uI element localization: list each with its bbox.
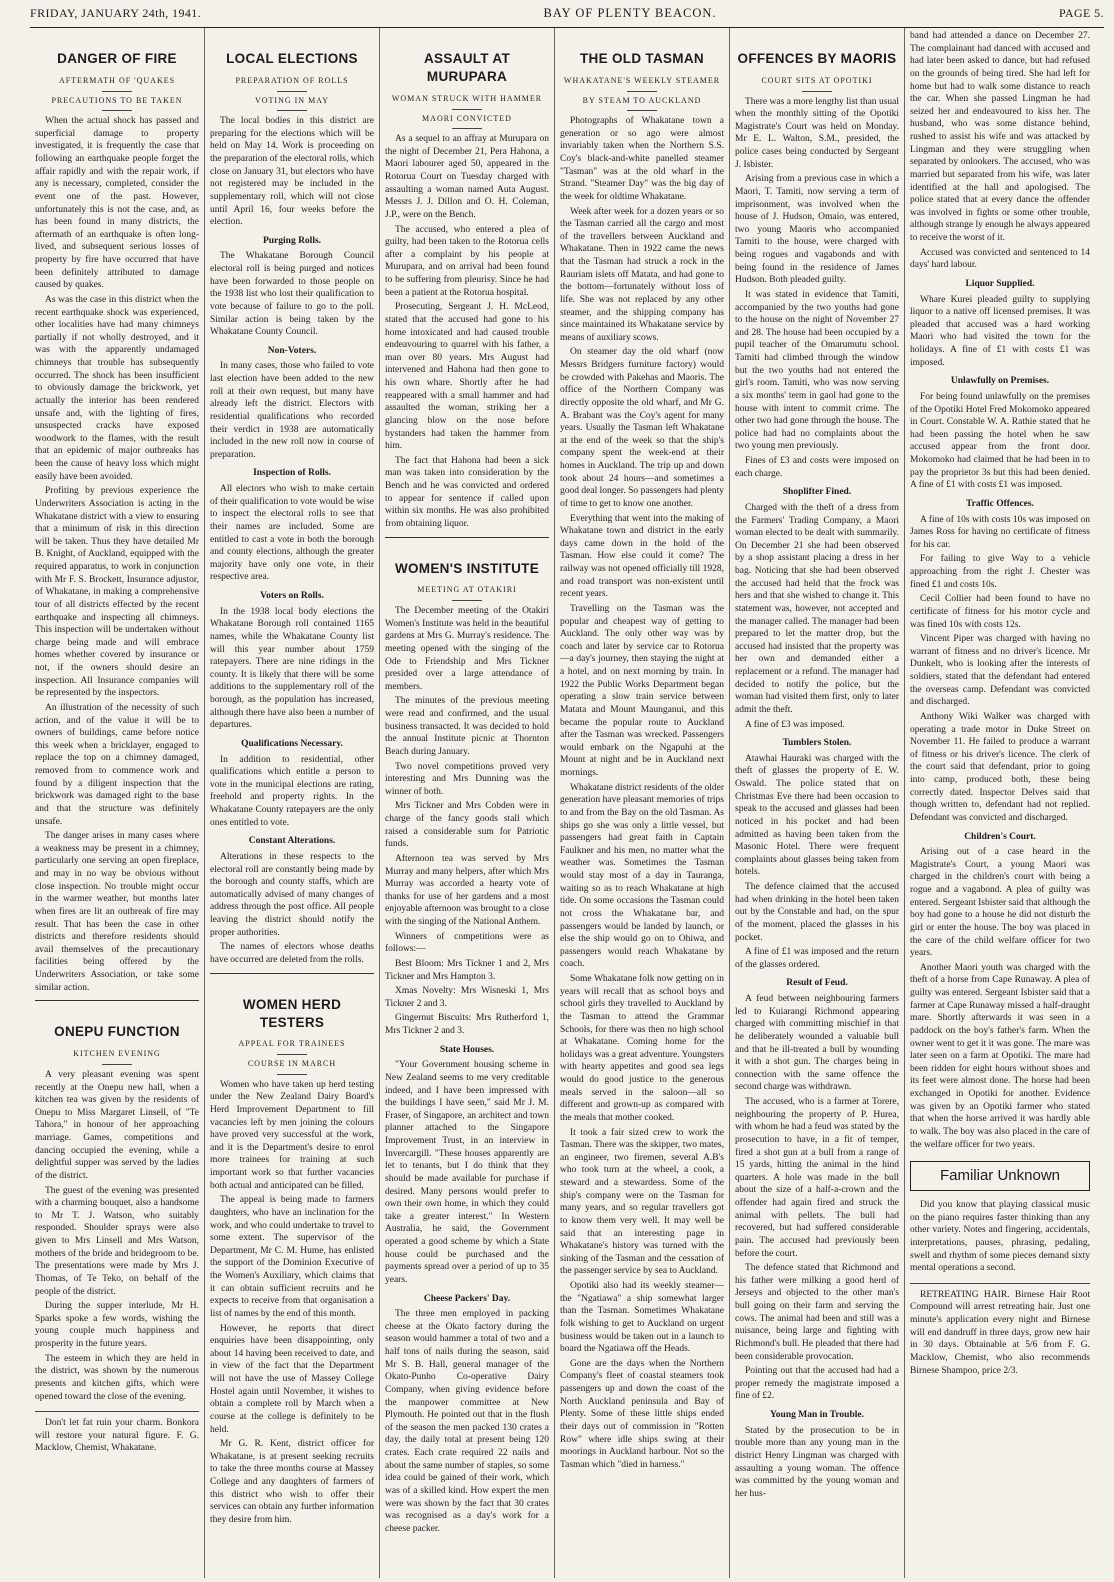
section-heading: Tumblers Stolen.	[782, 738, 852, 749]
divider	[452, 600, 482, 601]
paragraph: The Whakatane Borough Council electoral roll is being purged and notices have been forwarded to those people on the 1938 list who lost their qualification to vote because of failure to go to the poll. Similar action is being taken by the Whakatane County Council.	[210, 251, 374, 338]
paragraph: Gone are the days when the Northern Company's fleet of coastal steamers took passengers up and down the coast of the North Auckland peninsula and Bay of Plenty. Some of these little ships ended their days out of commission in "Rotten Row" where idle ships swing at their moorings in Auckland harbour. Not so the Tasman which "died in harness."	[560, 1358, 724, 1470]
column-1	[30, 28, 205, 1578]
divider	[210, 973, 374, 974]
divider	[277, 1074, 307, 1075]
divider	[452, 128, 482, 129]
masthead-date: FRIDAY, JANUARY 24th, 1941.	[30, 6, 202, 20]
column-6	[905, 28, 1095, 1578]
masthead-title: BAY OF PLENTY BEACON.	[543, 6, 717, 20]
paragraph: Afternoon tea was served by Mrs Murray and many helpers, after which Mrs Murray was accorded a hearty vote of thanks for use of her gardens and a most enjoyable afternoon was brought to a close with the singing of the National Anthem.	[385, 853, 549, 928]
paragraph: In addition to residential, other qualifications which entitle a person to vote in the municipal elections are rating, freehold and property rights. In the Whakatane County ratepayers are the only ones entitled to vote.	[210, 754, 374, 828]
paragraph: Gingernut Biscuits: Mrs Rutherford 1, Mrs Tickner 2 and 3.	[385, 1013, 549, 1037]
section-heading: Cheese Packers' Day.	[423, 1293, 511, 1304]
paragraph: Two novel competitions proved very interesting and Mrs Dunning was the winner of both.	[385, 761, 549, 797]
paragraph: Vincent Piper was charged with having no warrant of fitness and no driver's licence. Mr Dunkelt, who is looking after the interests of soldiers, stated that the defendant had entered the overseas camp. Defendant was convicted and discharged.	[910, 634, 1090, 708]
paragraph: On steamer day the old wharf (now Messrs Bridgers furniture factory) would be crowded with Pakehas and Maoris. The office of the Northern Company was directly opposite the old wharf, and Mr G. A. Brabant was the Coy's agent for many years. Usually the Tasman left Whakatane at the end of the week so that the ship's company spent the week-end at their homes in Auckland. The trip up and down took about 24 hours—and sometimes a good deal longer. So passengers had plenty of time to get to know one another.	[560, 347, 724, 509]
headline-women-herd-testers: WOMEN HERD TESTERS	[242, 996, 342, 1030]
paragraph: A very pleasant evening was spent recently at the Onepu new hall, when a kitchen tea was given by the residents of Onepu to Miss Margaret Linsell, of "Te Tahora," in honour of her approaching marriage. Games, competitions and dancing occupied the evening, while a delightful supper was served by the ladies of the district.	[35, 1069, 199, 1181]
paragraph: It took a fair sized crew to work the Tasman. There was the skipper, two mates, an engineer, two firemen, several A.B's who took turn at the wheel, a cook, a steward and a stewardess. Some of the ship's company were on the Tasman for many years, and so regular travellers got to know them very well. It may well be said that an interesting page in Whakatane's history was turned with the sinking of the Tasman and the cessation of the passenger service by sea to Auckland.	[560, 1127, 724, 1277]
paragraph: As was the case in this district when the recent earthquake shock was experienced, other localities have had many chimneys partially if not wholly destroyed, and it was with the apparently undamaged chimneys that trouble has subsequently occurred. The shock has been insufficient to obviously damage the brickwork, yet actually the interior has been rendered unsafe and, with the lighting of fires, unsuspected cracks have exposed woodwork to the flames, with the result that an epidemic of major outbreaks has been the cause of heavy loss which might easily have been avoided.	[35, 294, 199, 482]
paragraph: The accused, who is a farmer at Torere, neighbouring the property of P. Hurea, with whom he had a feud was stated by the prosecution to have, in a fit of temper, fired a shot gun at a bull from a range of 15 yards, hitting the animal in the hind quarters. A hole was made in the bull about the size of a half-a-crown and the offender had again fired and struck the animal with pellets. The bull had recovered, but had suffered considerable pain. The accused had previously been before the court.	[735, 1097, 899, 1259]
ad-text: RETREATING HAIR. Birnese Hair Root Compound will arrest retreating hair. Just one minute's application every night and Birnese will end dandruff in three days, grow new hair in 30 days. Obtainable at 5/6 from F. G. Macklow, Chemist, who also recommends Birnese Shampoo, price 2/3.	[910, 1289, 1090, 1376]
paragraph: Women who have taken up herd testing under the New Zealand Dairy Board's Herd Improvement Department to fill vacancies left by men joining the colours have proved very successful at the work, and it is the Department's desire to enrol more trainees for training at such important work so that further vacancies both actual and anticipated can be filled.	[210, 1079, 374, 1191]
paragraph: The esteem in which they are held in the district, was shown by the numerous presents and kitchen gifts, which were opened toward the close of the evening.	[35, 1353, 199, 1402]
subhead: WOMAN STRUCK WITH HAMMER	[391, 93, 543, 103]
paragraph: Arising out of a case heard in the Magistrate's Court, a young Maori was charged in the children's court with being a rogue and a vagabond. A plea of guilty was entered. Sergeant Isbister said that although the boy had gone to a house he did not disturb the girl or enter the house. The boy was placed in the care of the child welfare officer for two years.	[910, 847, 1091, 959]
columns	[30, 28, 1104, 1578]
section-heading: Inspection of Rolls.	[253, 468, 331, 479]
paragraph: The December meeting of the Otakiri Women's Institute was held in the beautiful gardens at Mrs G. Murray's residence. The meeting opened with the singing of the Ode to Friendship and Mrs Tickner presided over a large attendance of members.	[385, 606, 549, 692]
paragraph: When the actual shock has passed and superficial damage to property investigated, it is frequently the case that following an earthquake people forget the affair rapidly and with the repair work, if any is necessary, completed, consider the event one of the past. However, unfortunately this is not the case, and, as has been found in many districts, the aftermath of an earthquake is often long-lived, and subsequent serious losses of property by fire have occurred that have been definitely attributed to damage caused by quakes.	[35, 116, 199, 291]
paragraph: Whare Kurei pleaded guilty to supplying liquor to a native off licensed premises. It was pleaded that accused was a hard working Maori who had visited the town for the holidays. A fine of £1 with costs £1 was imposed.	[910, 294, 1090, 368]
paragraph: As a sequel to an affray at Murupara on the night of December 21, Pera Hahona, a Maori labourer aged 50, appeared in the Rotorua Court on Tuesday charged with assaulting a woman named Auta August. Messrs J. J. Dillon and O. H. Coleman, J.P., were on the Bench.	[385, 134, 549, 220]
section-heading: Children's Court.	[964, 831, 1036, 842]
section-heading: Purging Rolls.	[262, 235, 322, 246]
headline-familiar-unknown: Familiar Unknown	[910, 1161, 1090, 1191]
paragraph: There was a more lengthy list than usual when the monthly sitting of the Opotiki Magistrate's Court was held on Monday. Mr E. L. Walton, S.M., presided, the police cases being conducted by Sergeant J. Isbister.	[735, 96, 899, 170]
divider	[102, 1064, 132, 1065]
paragraph: Travelling on the Tasman was the popular and cheapest way of getting to Auckland. The only other way was by coach and later by service car to Rotorua—a day's journey, then staying the night at a hotel, and on next morning by train. In 1922 the Public Works Department began operating a slow train service between Matata and Mount Maunganui, and this became the popular route to Auckland after the Tasman was wrecked. Passengers would embark on the Ngapuhi at the Mount at night and be in Auckland next mornings.	[560, 603, 724, 779]
section-heading: State Houses.	[439, 1044, 495, 1055]
subhead: WHAKATANE'S WEEKLY STEAMER	[563, 75, 721, 85]
section-heading: Liquor Supplied.	[965, 278, 1035, 289]
column-4	[555, 28, 730, 1578]
paragraph: The appeal is being made to farmers daughters, who have an inclination for the work, and who could undertake to travel to some extent. The supervisor of the Department, Mr C. M. Hume, has enlisted the support of the Dominion Executive of the Women's Auxiliary, which claims that it can obtain sufficient recruits and he expects to receive from that organisation a list of names by the end of this month.	[210, 1195, 374, 1319]
divider	[277, 1054, 307, 1055]
section-heading: Qualifications Necessary.	[241, 738, 343, 749]
section-heading: Young Man in Trouble.	[770, 1410, 864, 1421]
section-heading: Result of Feud.	[786, 978, 848, 989]
headline-danger-of-fire: DANGER OF FIRE	[57, 51, 177, 66]
subhead: PRECAUTIONS TO BE TAKEN	[51, 95, 183, 105]
paragraph: The three men employed in packing cheese at the Okato factory during the season would hammer a total of two and a half tons of nails during the season, said Mr S. B. Hall, general manager of the Okato-Punho Co-operative Dairy Company, when giving evidence before the manpower committee at New Plymouth. He pointed out that in the flush of the season the men packed 130 crates a day, the daily total at present being 120 crates. Each crate required 22 nails and about the same number of staples, so some idea could be gained of their work, which was of a skilled kind. How expert the men were was shown by the fact that 30 crates was recognised as a day's work for a cheese packer.	[385, 1309, 549, 1534]
subhead: COURSE IN MARCH	[247, 1059, 337, 1069]
paragraph: "Your Government housing scheme in New Zealand seems to me very creditable indeed, and I have been impressed with the buildings I have seen," said Mr J. M. Fraser, of Singapore, an architect and town planner attached to the Singapore Improvement Trust, in an interview in Invercargill. "These houses apparently are let to tenants, but I do think that they should be made available for purchase if desired. Many persons would prefer to own their own home, in which they could take a greater interest." In Western Australia, he said, the Government operated a good scheme by which a State house could be purchased and the payments spread over a period of up to 35 years.	[385, 1060, 549, 1285]
paragraph: Fines of £3 and costs were imposed on each charge.	[735, 456, 899, 479]
paragraph: An illustration of the necessity of such action, and of the value it will be to owners of buildings, came before notice this week when a bricklayer, engaged to replace the top on a chimney damaged, removed from to commence work and found by a diligent inspection that the brickwork was damaged right to the base and that the structure was definitely unsafe.	[35, 702, 199, 827]
paragraph: The danger arises in many cases where a weakness may be present in a chimney, particularly one serving an open fireplace, and may in no way be obvious without close inspection. No trouble might occur in the warmer weather, but months later when fires are lit an outbreak of fire may result. That has been the case in other districts and therefore residents should avail themselves of the precautionary facilities being offered by the Underwriters Association, or take some similar action.	[35, 831, 199, 993]
divider	[277, 91, 307, 92]
section-heading: Traffic Offences.	[966, 498, 1034, 509]
paragraph: It was stated in evidence that Tamiti, accompanied by the two youths had gone to the house on the night of November 27 and 28. The house had been occupied by a pupil teacher of the Omarumutu school. Tamiti had climbed through the window but the two youths had not entered the girl's room. Tamiti, who was now serving a six months' term in gaol had gone to the house with intent to commit crime. The other two had gone through the house. The police had had no complaints about the two young men previously.	[735, 289, 899, 452]
paragraph: Mrs Tickner and Mrs Cobden were in charge of the fancy goods stall which raised a considerable sum for Patriotic funds.	[385, 801, 549, 850]
paragraph: Cecil Collier had been found to have no certificate of fitness for his motor cycle and was fined 10s with costs 12s.	[910, 594, 1090, 630]
headline-womens-institute: WOMEN'S INSTITUTE	[394, 560, 540, 576]
paragraph: The defence stated that Richmond and his father were milking a good herd of Jerseys and objected to the other man's bull going on their farm and serving the cows. The animal had been and still was a nuisance, being large and fighting with Richmond's bull. He pleaded that there had been considerable provocation.	[735, 1263, 899, 1362]
paragraph: Charged with the theft of a dress from the Farmers' Trading Company, a Maori woman elected to be dealt with summarily. On December 21 she had been observed by a shop assistant placing a dress in her bag. Noticing that she had been observed the accused had held that the frock was hers and that she wished to change it. This statement was, however, not accepted and the manager called. The manager had been prepared to let the matter drop, but the accused had insisted that the property was her own and demanded either a replacement or a refund. The manager had decided to notify the police, but the woman had visited them first, only to later admit the theft.	[735, 502, 899, 715]
paragraph: Week after week for a dozen years or so the Tasman carried all the cargo and most of the travellers between Auckland and Whakatane. Then in 1922 came the news that the Tasman had struck a rock in the Rauriam islets off Matata, and had gone to the bottom—fortunately without loss of life. She was not replaced by any other steamer, and the shipping company has since maintained its Whakatane service by means of auxiliary scows.	[560, 206, 724, 343]
subhead: COURT SITS AT OPOTIKI	[761, 75, 873, 85]
paragraph: Winners of competitions were as follows:—	[385, 931, 549, 955]
advertisement-retreating-hair	[910, 1283, 1090, 1377]
divider	[627, 91, 657, 92]
paragraph: For failing to give Way to a vehicle approaching from the right J. Chester was fined £1 and costs 10s.	[910, 554, 1090, 590]
paragraph: The guest of the evening was presented with a charming bouquet, also a handsome to Mr T. J. Watson, who suitably responded. Shoulder sprays were also given to Mrs Linsell and Mrs Watson, mothers of the bride and bridegroom to be. The presentations were made by Mrs J. Thomas, of Te Teko, on behalf of the people of the district.	[35, 1185, 199, 1297]
subhead: BY STEAM TO AUCKLAND	[582, 95, 702, 105]
subhead: APPEAL FOR TRAINEES	[238, 1039, 346, 1049]
paragraph: The accused, who entered a plea of guilty, had been taken to the Rotorua cells after a complaint by his people at Murupara, and on arrival had been found to be suffering from pleurisy. Since he had been a patient at the Rotorua hospital.	[385, 224, 549, 298]
headline-assault-at-murupara: ASSAULT AT MURUPARA	[424, 51, 510, 84]
paragraph: Arising from a previous case in which a Maori, T. Tamiti, now serving a term of imprisonment, was involved when the house of J. Hudson, Omaio, was entered, two young Maoris who accompanied Tamiti to the house, were charged with being rogues and vagabonds and with being found in the residence of James Hudson. Both pleaded guilty.	[735, 174, 899, 286]
section-heading: Non-Voters.	[267, 345, 317, 356]
paragraph: In the 1938 local body elections the Whakatane Borough roll contained 1165 names, while the Whakatane County list will this year number about 1759 ratepayers. There are nine ridings in the county. It is likely that there will be some additions to the supplementary roll of the borough, as the population has increased, although there have also been a number of departures.	[210, 606, 374, 731]
paragraph: Profiting by previous experience the Underwriters Association is acting in the Whakatane district with a view to ensuring that a minimum of risk in this direction will be taken. Thus they have detailed Mr B. Knight, of Auckland, equipped with the required apparatus, to work in conjunction with Mr F. S. Brockett, Insurance adjustor, of Whakatane, in making a comprehensive tour of all districts effected by the recent earthquake and inspecting all chimneys. This inspection will be undertaken without charge being made and will embrace homes whether covered by insurance or not, if the owners should desire an inspection. All Insurance companies will be represented by the inspectors.	[35, 486, 199, 699]
subhead: MEETING AT OTAKIRI	[417, 585, 517, 595]
paragraph: band had attended a dance on December 27. The complainant had danced with accused and had later been asked to dance, but had refused on the grounds of being tired. She had left for home but had to walk some distance to reach the car. When she passed Lingman he had seized her and endeavoured to kiss her. The husband, who was some distance behind, rushed to assist his wife and was attacked by Lingman and they were struggling when separated by onlookers. The accused, who was married but separated from his wife, was later identified at the hall and apologised. The police stated that at every dance the offender was involved in fights or some other trouble, although strange ly enough he always appeared to receive the worst of it.	[910, 31, 1090, 243]
headline-onepu-function: ONEPU FUNCTION	[54, 1024, 180, 1040]
paragraph: For being found unlawfully on the premises of the Opotiki Hotel Fred Mokomoko appeared in Court. Constable W. A. Rathie stated that he had been passing the hotel when he saw accused appear from the front door. Mokomoko had claimed that he had been in to pay the proprietor 3s but this had been denied. A fine of £1 with costs £1 was imposed.	[910, 391, 1090, 491]
paragraph: The names of electors whose deaths have occurred are deleted from the rolls.	[210, 942, 374, 965]
paragraph: Photographs of Whakatane town a generation or so ago were almost invariably taken when the Northern S.S. Coy's black-and-white panelled steamer "Tasman" was at the old wharf in the Strand. "Steamer Day" was the big day of the week for oldtime Whakatane.	[560, 116, 724, 202]
paragraph: The defence claimed that the accused had when drinking in the hotel been taken out by the Constable and had, on the spur of the moment, placed the glasses in his pocket.	[735, 882, 899, 943]
section-heading: Voters on Rolls.	[260, 591, 324, 602]
column-2	[205, 28, 380, 1578]
divider	[102, 91, 132, 92]
paragraph: All electors who wish to make certain of their qualification to vote would be wise to inspect the electoral rolls to see that their names are included. Some are entitled to cast a vote in both the borough and county elections, although the greater majority have only one vote, in their respective area.	[210, 484, 374, 583]
headline-local-elections: LOCAL ELECTIONS	[226, 51, 358, 66]
subhead: AFTERMATH OF 'QUAKES	[58, 75, 176, 85]
paragraph: In many cases, those who failed to vote last election have been added to the new roll at their own request, but many have already left the district. Electors with residential qualifications who recorded their verdict in 1938 are automatically included in the new roll now in course of preparation.	[210, 361, 374, 460]
masthead	[30, 4, 1104, 28]
divider	[35, 1000, 199, 1001]
section-heading: Constant Alterations.	[248, 836, 336, 847]
paragraph: Some Whakatane folk now getting on in years will recall that as school boys and school girls they travelled to Auckland by the Tasman to attend the Grammar Schools, for there was then no high school at Whakatane. Coming home for the holidays was a great adventure. Youngsters with hearty appetites and good sea legs would do good justice to the generous meals served in the saloon—all so different and grown-up as compared with the meals that mother cooked.	[560, 974, 724, 1123]
paragraph: Another Maori youth was charged with the theft of a horse from Cape Runaway. A plea of guilty was entered. Sergeant Isbister said that a farmer at Cape Runaway missed a half-draught mare. Shortly afterwards it was seen in a paddock on the boy's father's farm. When the owner went to get it it was gone. The mare was later seen on a farm at Opotiki. The mare had been ridden for eight hours without shoes and its feet were almost done. The horse had been exchanged in Opotiki for another. Evidence was given by an Opotiki farmer who stated that when the horse arrived it was hardly able to walk. The boy was also placed in the care of the welfare officer for two years.	[910, 962, 1090, 1150]
subhead: VOTING IN MAY	[254, 95, 330, 105]
paragraph: Stated by the prosecution to be in trouble more than any young man in the district Henry Lingman was charged with assaulting a young woman. The offence was committed by the young woman and her hus-	[735, 1425, 899, 1499]
masthead-page-number: PAGE 5.	[1058, 6, 1104, 20]
paragraph: Best Bloom: Mrs Tickner 1 and 2, Mrs Tickner and Mrs Hampton 3.	[385, 958, 549, 982]
paragraph: Accused was convicted and sentenced to 14 days' hard labour.	[910, 247, 1090, 271]
paragraph: Alterations in these respects to the electoral roll are constantly being made by the borough and county staffs, which are automatically advised of many changes of address through the post office. All people leaving the district should notify the proper authorities.	[210, 851, 374, 938]
paragraph: A fine of £3 was imposed.	[745, 719, 845, 730]
paragraph: Opotiki also had its weekly steamer—the "Ngatiawa" a ship somewhat larger than the Tasman. Sometimes Whakatane folk wishing to get to Auckland on urgent business would be taken out in a launch to board the Ngatiawa off the Heads.	[560, 1281, 724, 1355]
section-heading: Shoplifter Fined.	[782, 487, 852, 498]
column-3	[380, 28, 555, 1578]
ad-text: Don't let fat ruin your charm. Bonkora will restore your natural figure. F. G. Macklow, Chemist, Whakatane.	[35, 1418, 199, 1454]
paragraph: Did you know that playing classical music on the piano requires faster thinking than any other variety. Notes and fingering, accidentals, interpretations, pauses, phrasing, pedaling, swell and rhythm of some pieces demand sixty mental operations a second.	[910, 1200, 1090, 1274]
column-5	[730, 28, 905, 1578]
headline-offences-by-maoris: OFFENCES BY MAORIS	[737, 51, 897, 66]
divider	[802, 91, 832, 92]
paragraph: The minutes of the previous meeting were read and confirmed, and the usual business transacted. It was decided to hold the annual Institute picnic at Thornton Beach during January.	[385, 696, 549, 757]
section-heading: Unlawfully on Premises.	[950, 376, 1050, 387]
paragraph: Prosecuting, Sergeant J. H. McLeod, stated that the accused had gone to his home intoxicated and had caused trouble endeavouring to quarrel with his father, a man over 80 years. Mrs August had intervened and Hahona had then gone to his own whare. Shortly after he had reappeared with a small hammer and had assaulted the woman, striking her a glancing blow on the nose before bystanders had taken the hammer from him.	[385, 302, 549, 452]
paragraph: Xmas Novelty: Mrs Wisneski 1, Mrs Tickner 2 and 3.	[385, 986, 549, 1009]
divider	[452, 109, 482, 110]
paragraph: The fact that Hahona had been a sick man was taken into consideration by the Bench and he was convicted and ordered to appear for sentence if called upon within six months. He was also prohibited from obtaining liquor.	[385, 455, 549, 529]
divider	[277, 110, 307, 111]
paragraph: Mr G. R. Kent, district officer for Whakatane, is at present seeking recruits to take the three months course at Massey College and any daughters of farmers of this district who wish to offer their services can obtain any further information they desire from him.	[210, 1439, 374, 1525]
paragraph: A feud between neighbouring farmers led to Kuiarangi Richmond appearing charged with committing mischief in that he deliberately wounded a valuable bull and that he ill-treated a bull by wounding it with a shot gun. The charges being in connection with the same offence the second charge was withdrawn.	[735, 994, 899, 1093]
divider	[102, 110, 132, 111]
headline-the-old-tasman: THE OLD TASMAN	[580, 51, 704, 66]
divider	[627, 110, 657, 111]
paragraph: Everything that went into the making of Whakatane town and district in the early days came down in the hold of the Tasman. How else could it come? The railway was not opened officially till 1928, and road transport was non-existent until recent years.	[560, 513, 724, 600]
subhead: MAORI CONVICTED	[422, 113, 512, 123]
paragraph: A fine of £1 was imposed and the return of the glasses ordered.	[735, 947, 899, 970]
paragraph: The local bodies in this district are preparing for the elections which will be held on May 14. Work is proceeding on the preparation of the electoral rolls, which close on January 31, but electors who have not registered may be included in the supplementary roll, which will not close until April 16, four weeks before the election.	[210, 116, 374, 228]
paragraph: Atawhai Hauraki was charged with the theft of glasses the property of E. W. Oswald. The police stated that on Christmas Eve there had been occasion to speak to the accused and glasses had been noticed in his pocket and had been admitted as having been taken from the Masonic Hotel. There were frequent complaints about glasses being taken from hotels.	[735, 753, 899, 878]
advertisement-bonkora	[35, 1411, 199, 1455]
paragraph: However, he reports that direct enquiries have been disappointing, only about 14 having been received to date, and in view of the fact that the Department will not have the use of Massey College Hostel again until November, it wishes to obtain a complete roll by March when a course at the college is definitely to be held.	[210, 1323, 374, 1435]
paragraph: Whakatane district residents of the older generation have pleasant memories of trips to and from the Bay on the old Tasman. As ships go she was only a little vessel, but passengers had great faith in Captain Faulkner and his men, no matter what the weather was. Sometimes the Tasman would stay most of a day in Tauranga, waiting so as to reach Whakatane at high tide. On some occasions the Tasman could not cross the Whakatane bar, and passengers would be landed by launch, or else the ship would go on to Ohiwa, and passengers would reach Whakatane by coach.	[560, 782, 724, 970]
divider	[385, 537, 549, 538]
paragraph: Anthony Wiki Walker was charged with operating a trade motor in Duke Street on November 11. He failed to produce a warrant of fitness or his driver's licence. The clerk of the court said that defendant, prior to going into camp, produced both, these being correctly dated. Inspector Delves said that though written to, defendant had not replied. Defendant was convicted and discharged.	[910, 711, 1090, 823]
paragraph: During the supper interlude, Mr H. Sparks spoke a few words, wishing the young couple much happiness and prosperity in the future years.	[35, 1301, 199, 1350]
paragraph: Pointing out that the accused had had a proper remedy the magistrate imposed a fine of £2.	[735, 1366, 899, 1402]
paragraph: A fine of 10s with costs 10s was imposed on James Ross for having no certificate of fitness for his car.	[910, 514, 1090, 550]
subhead: KITCHEN EVENING	[73, 1049, 161, 1059]
subhead: PREPARATION OF ROLLS	[235, 75, 349, 85]
